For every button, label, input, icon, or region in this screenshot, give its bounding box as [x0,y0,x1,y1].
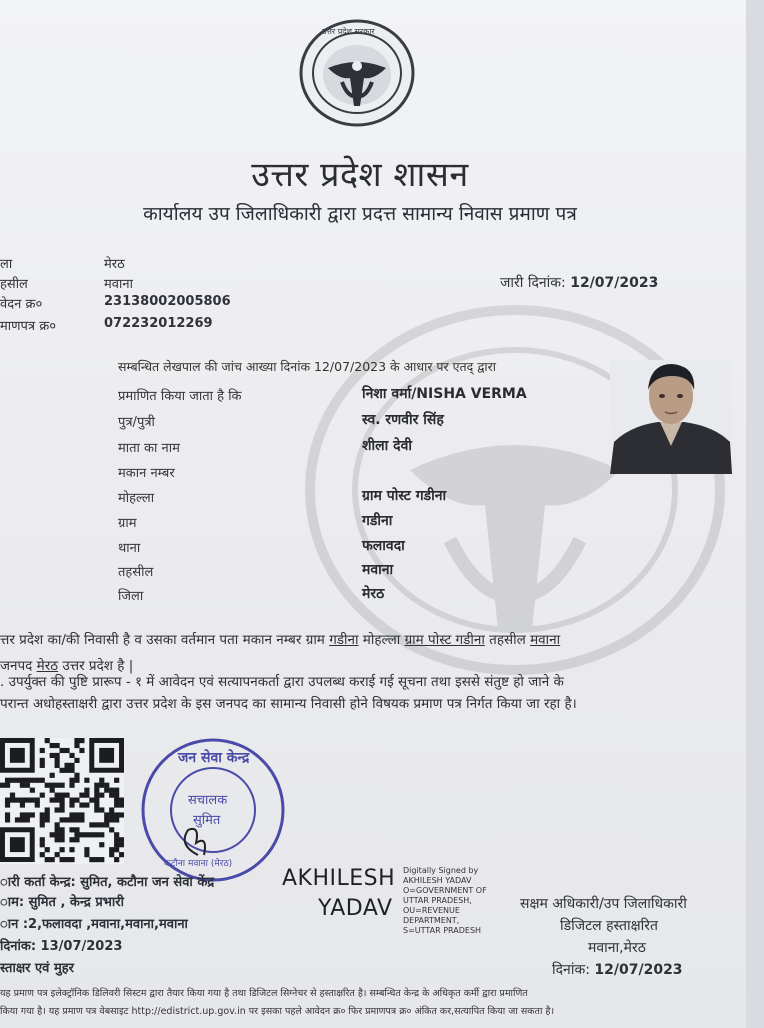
meta-label-tehsil: हसील [0,277,28,292]
row-label-police-station: थाना [118,541,141,556]
issue-date-label: जारी दिनांक: [500,275,566,291]
seal-ring-text: जन सेवा केन्द्र [178,750,250,766]
meta-value-application-no: 23138002005806 [104,294,231,309]
para-text: जनपद [0,658,37,674]
para-text: तहसील [484,632,531,648]
issuer-name: ाम: सुमित , केन्द्र प्रभारी [0,895,124,910]
para-text: उत्तर प्रदेश है | [58,658,134,674]
authority-title: सक्षम अधिकारी/उप जिलाधिकारी [520,896,687,912]
row-value-district: मेरठ [362,586,385,602]
row-label-district: जिला [118,589,144,604]
page-subtitle: कार्यालय उप जिलाधिकारी द्वारा प्रदत्त सामान्य निवास प्रमाण पत्र [143,203,577,225]
digital-signer-name-2: YADAV [318,896,393,921]
row-value-name: निशा वर्मा/NISHA VERMA [362,386,527,402]
row-label-village: ग्राम [118,516,137,531]
row-label-locality: मोहल्ला [118,491,155,506]
footer-note-line-1: यह प्रमाण पत्र इलेक्ट्रॉनिक डिलिवरी सिस्टम द्वारा तैयार किया गया है तथा डिजिटल सिग्नेचर से हस्ताक्षरित है। सम्बन्धित केन्द्र के अधिकृत कर्मी द्वारा प्रमाणित [0,988,528,999]
meta-value-tehsil: मवाना [104,277,133,292]
digital-signer-name-1: AKHILESH [282,866,396,891]
issuer-place: ान :2,फलावदा ,मवाना,मवाना,मवाना [0,917,188,932]
page-title: उत्तर प्रदेश शासन [251,155,469,195]
meta-label-certificate-no: माणपत्र क्र० [0,319,56,334]
authority-place: मवाना,मेरठ [588,940,646,956]
issuer-signature-seal: स्ताक्षर एवं मुहर [0,961,74,976]
seal-bottom-text: कटौना मवाना (मेरठ) [164,859,233,869]
row-value-locality: ग्राम पोस्ट गडीना [362,488,447,504]
row-label-mother: माता का नाम [118,441,180,456]
digital-signature-details: Digitally Signed by AKHILESH YADAV O=GOVERNMENT OF UTTAR PRADESH, OU=REVENUE DEPARTMENT, S=UTTAR PRADESH [403,866,487,935]
meta-label-district: ला [0,257,13,272]
meta-value-district: मेरठ [104,257,125,272]
row-label-house-no: मकान नम्बर [118,466,175,481]
verification-paragraph-line-1: . उपर्युक्त की पुष्टि प्रारूप - १ में आवेदन एवं सत्यापनकर्ता द्वारा उपलब्ध कराई गई सूचना तथा इससे संतुष्ट हो जाने के [0,674,564,690]
meta-value-certificate-no: 072232012269 [104,316,213,331]
row-value-police-station: फलावदा [362,538,405,554]
meta-label-application-no: वेदन क्र० [0,297,43,312]
row-value-village: गडीना [362,513,393,529]
row-value-father: स्व. रणवीर सिंह [362,412,444,428]
footer-note-line-2: किया गया है। यह प्रमाण पत्र वेबसाइट http://edistrict.up.gov.in पर इसका पहले आवेदन क्र० फिर प्रमाणपत्र क्र० अंकित कर,सत्यापित किया जा सकता है। [0,1006,555,1017]
authority-date-value: 12/07/2023 [594,962,683,978]
para-text: मोहल्ला [358,632,405,648]
para-village: गडीना [329,632,359,648]
qr-code [0,738,124,864]
seal-center-line-2: सुमित [193,813,221,828]
para-locality: ग्राम पोस्ट गडीना [404,632,485,648]
authority-digital-signed: डिजिटल हस्ताक्षरित [560,918,658,934]
intro-line: सम्बन्धित लेखपाल की जांच आख्या दिनांक 12/07/2023 के आधार पर एतद् द्वारा [118,359,497,374]
address-paragraph-line-1 [0,630,560,648]
row-label-certified: प्रमाणित किया जाता है कि [118,389,242,404]
row-label-tehsil: तहसील [118,565,154,580]
issuer-centre: ारी कर्ता केन्द्र: सुमित, कटौना जन सेवा केंद्र [0,875,215,890]
applicant-photo [610,360,732,474]
verification-paragraph-line-2: परान्त अधोहस्ताक्षरी द्वारा उत्तर प्रदेश के इस जनपद का सामान्य निवासी होने विषयक प्रमाण पत्र निर्गत किया जा रहा है। [0,696,577,712]
row-label-child-of: पुत्र/पुत्री [118,415,155,430]
seal-center-line-1: सचालक [188,793,228,808]
authority-date-label: दिनांक: [552,962,590,978]
para-district: मेरठ [36,658,59,674]
para-tehsil: मवाना [530,632,561,648]
issue-date [500,273,658,292]
row-value-mother: शीला देवी [362,438,412,454]
issuer-date: दिनांक: 13/07/2023 [0,939,123,954]
authority-date [552,960,683,979]
emblem-text: उत्तर प्रदेश सरकार [322,27,375,36]
row-value-tehsil: मवाना [362,562,394,578]
issue-date-value: 12/07/2023 [570,275,659,291]
para-text: त्तर प्रदेश का/की निवासी है व उसका वर्तमान पता मकान नम्बर ग्राम [0,632,330,648]
